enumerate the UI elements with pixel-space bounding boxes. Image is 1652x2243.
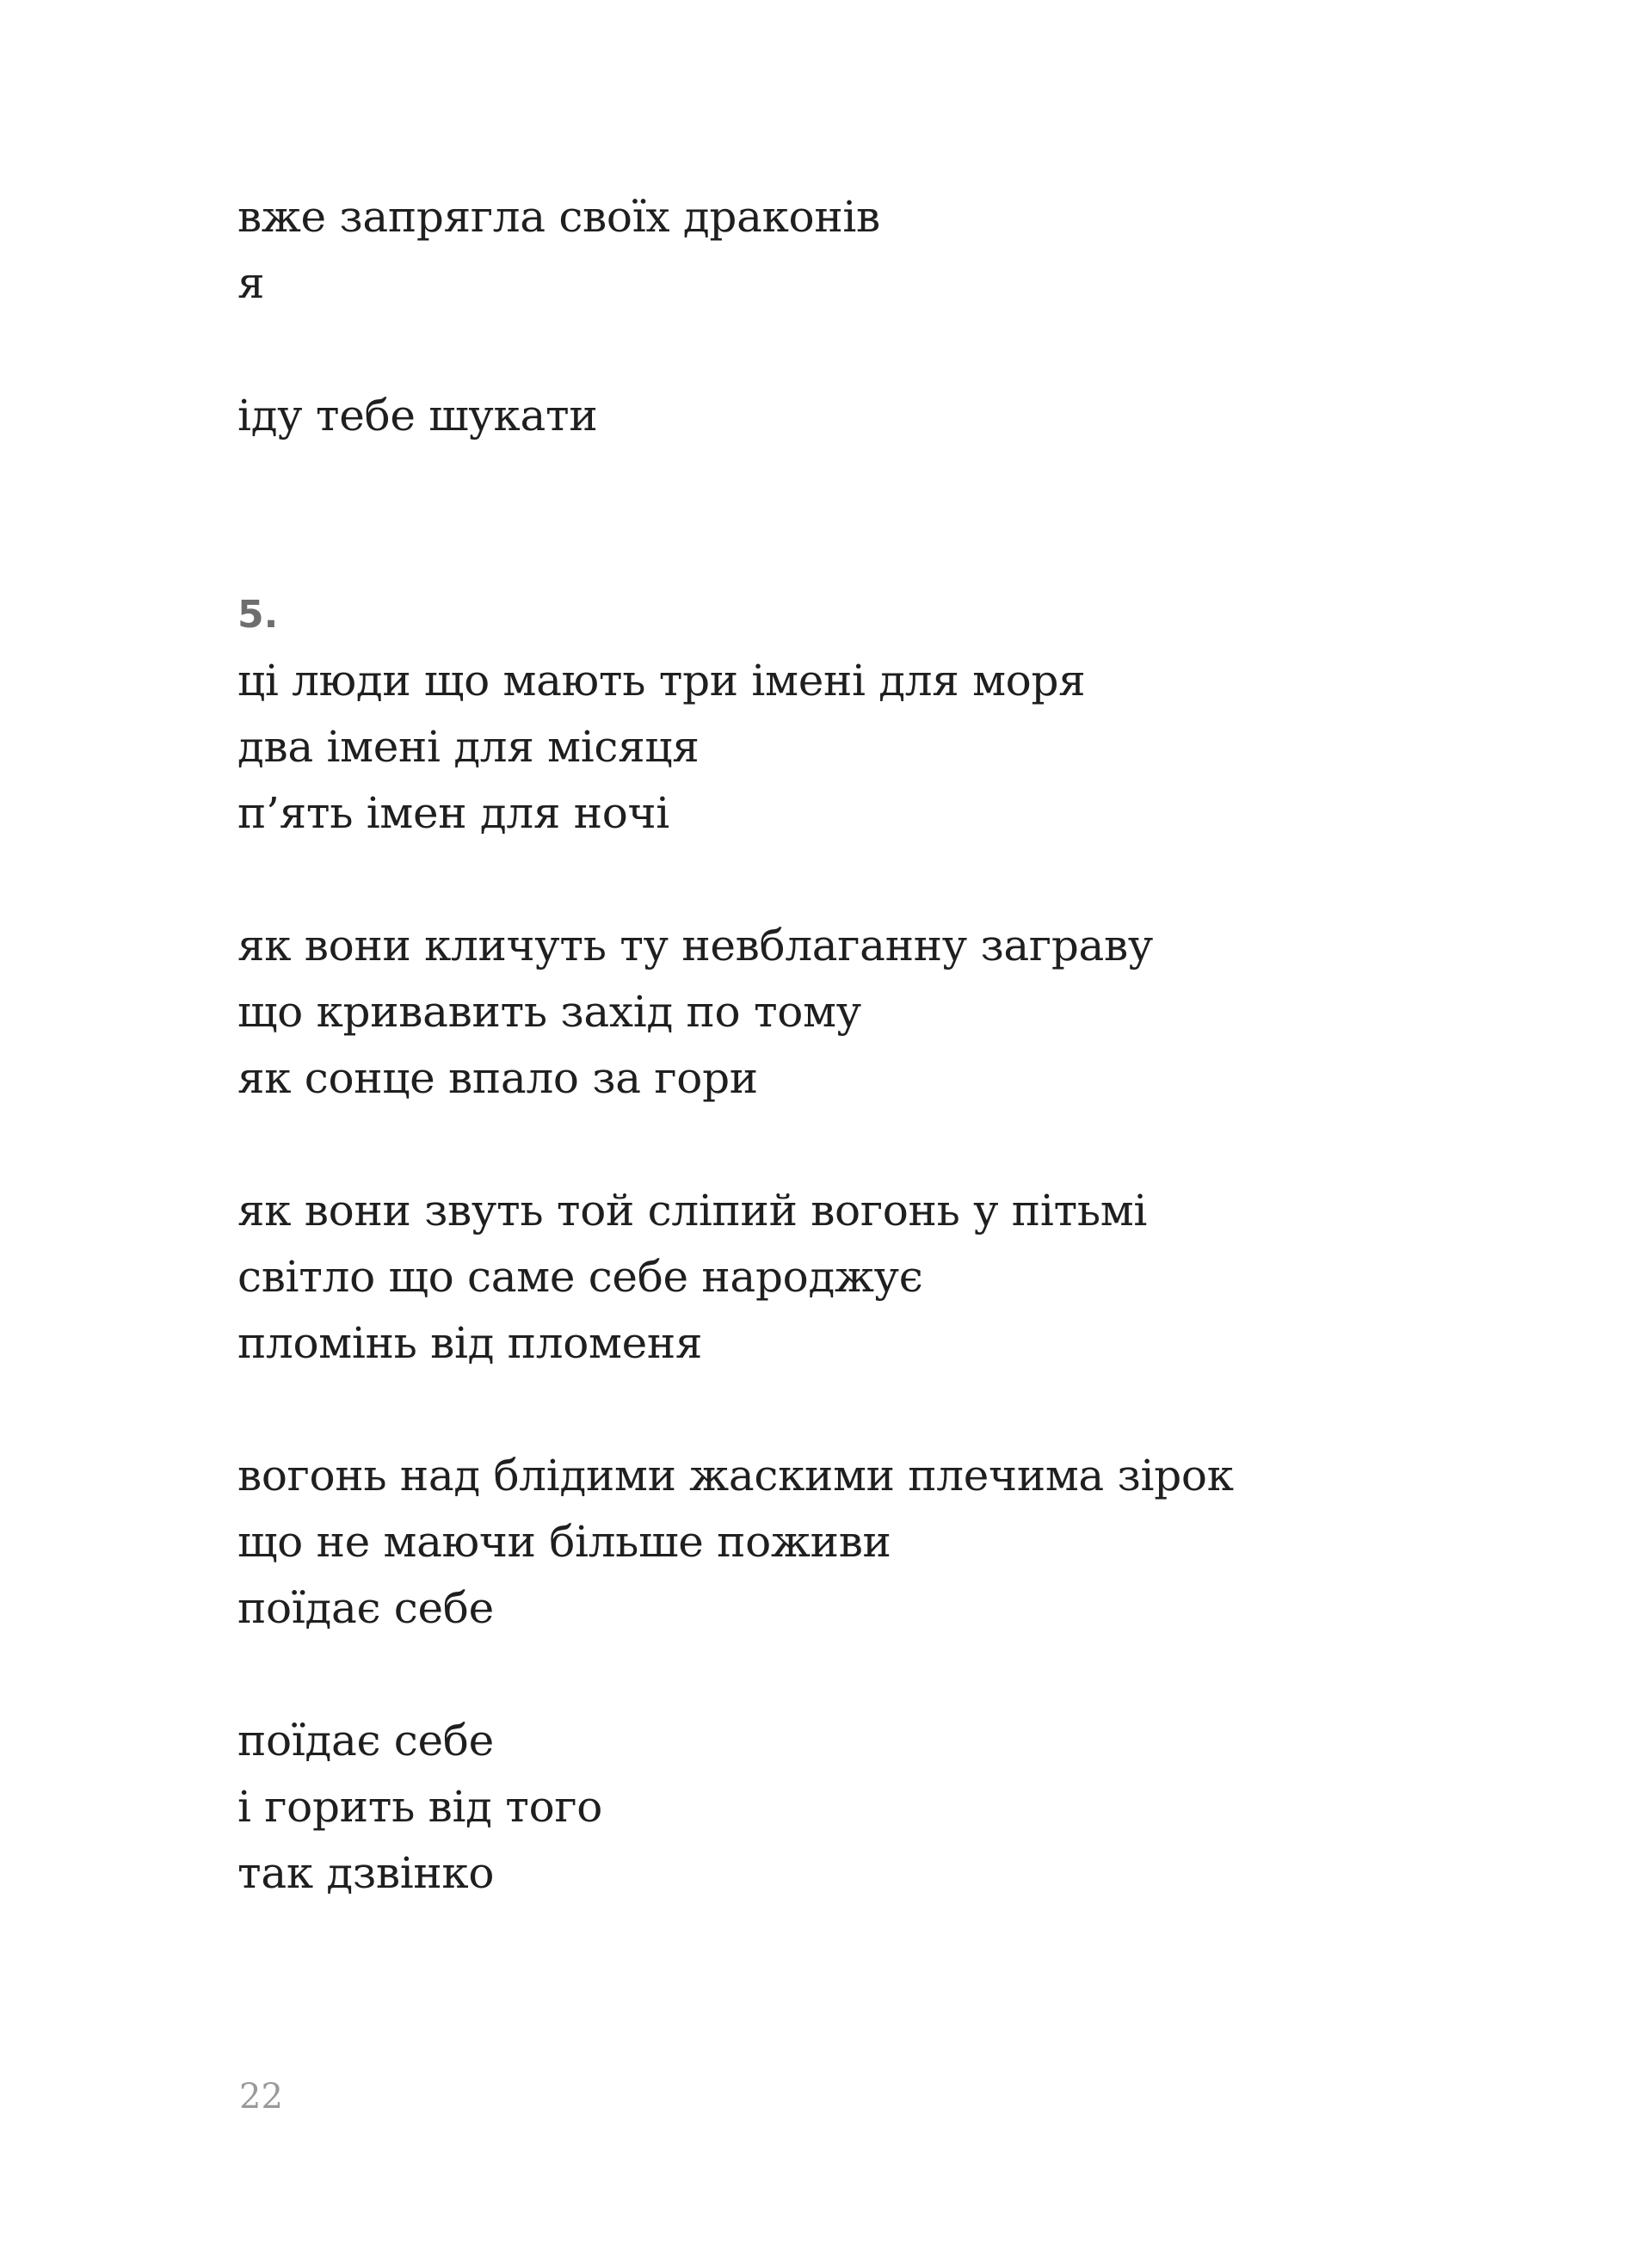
stanza-gap [237,1377,1528,1443]
stanza-4 [237,1443,1528,1642]
poem-line: пломінь від пломеня [237,1318,703,1368]
section-gap [237,515,1528,582]
poem-line: п’ять імен для ночі [237,788,669,838]
poem-line: вже запрягла своїх драконів [237,192,880,242]
poem-line: і горить від того [237,1782,603,1832]
poem-line: світло що саме себе народжує [237,1252,923,1302]
stanza-1 [237,648,1528,847]
stanza-gap [237,317,1528,383]
poem-line: як вони звуть той сліпий вогонь у пітьмі [237,1186,1148,1235]
poem-line: так дзвінко [237,1848,495,1898]
poem-line: що кривавить захід по тому [237,987,861,1037]
poem-line: я [237,258,265,308]
section-gap [237,449,1528,515]
stanza-3 [237,1178,1528,1377]
stanza-gap [237,1112,1528,1178]
poem-text [237,184,1528,1907]
section-number: 5. [237,593,279,637]
poem-line: що не маючи більше поживи [237,1517,891,1567]
poem-line: іду тебе шукати [237,391,598,441]
poem-line: ці люди що мають три імені для моря [237,656,1086,706]
poem-line: два імені для місяця [237,722,700,772]
opening-stanza-1 [237,184,1528,317]
stanza-gap [237,847,1528,913]
poem-line: як вони кличуть ту невблаганну заграву [237,921,1154,971]
poem-line: поїдає себе [237,1583,494,1633]
poem-line: вогонь над блідими жаскими плечима зірок [237,1451,1234,1500]
stanza-2 [237,913,1528,1112]
page-number: 22 [239,2077,283,2117]
stanza-5 [237,1708,1528,1907]
poem-line: як сонце впало за гори [237,1053,758,1103]
opening-stanza-2 [237,383,1528,449]
stanza-gap [237,1642,1528,1708]
poem-line: поїдає себе [237,1716,494,1765]
